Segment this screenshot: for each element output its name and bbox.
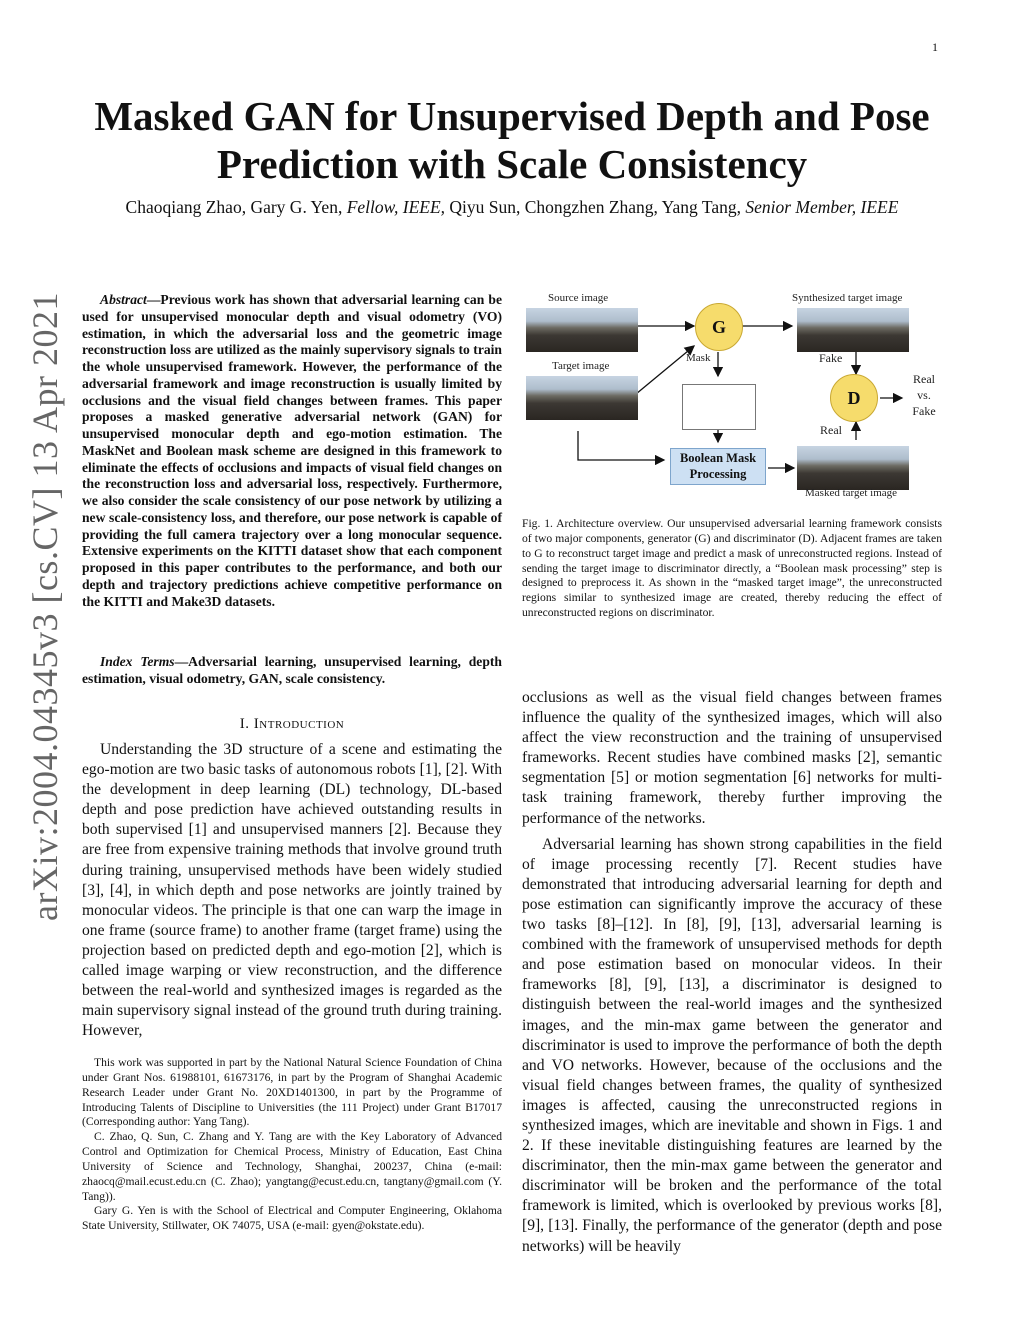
source-image-label: Source image <box>548 292 609 304</box>
abstract-text: Previous work has shown that adversarial learning can be used for unsupervised monocular depth and visual odometry (VO) estimation, in which the adversarial loss and the geometric image reconstruction loss are utilized as the mainly supervisory signals to train the whole unsupervised framework. However, the performance of the adversarial framework and image reconstruction is usually limited by occlusions and the visual field changes between frames. This paper proposes a masked generative adversarial network (GAN) for unsupervised monocular depth and ego-motion estimation. The MaskNet and Boolean mask scheme are designed in this framework to eliminate the effects of occlusions and impacts of visual field changes on the reconstruction loss and adversarial loss, respectively. Furthermore, we also consider the scale consistency of our pose network by utilizing a new scale-consistency loss, and therefore, our pose network is capable of providing the full camera trajectory over a long monocular sequence. Extensive experiments on the KITTI dataset show that each component proposed in this paper contributes to the performance, and both our depth and trajectory predictions achieve competitive performance on the KITTI and Make3D datasets. <box>82 292 502 609</box>
abstract: Abstract—Previous work has shown that adversarial learning can be used for unsupervised monocular depth and visual odometry (VO) estimation, in which the adversarial loss and the geometric image reconstruction loss are utilized as the mainly supervisory signals to train the whole unsupervised framework. However, the performance of the adversarial framework and image reconstruction is usually limited by occlusions and the visual field changes between frames. This paper proposes a masked generative adversarial network (GAN) for unsupervised monocular depth and ego-motion estimation. The MaskNet and Boolean mask scheme are designed in this framework to eliminate the effects of occlusions and impacts of visual field changes on the reconstruction loss and adversarial loss, respectively. Furthermore, we also consider the scale consistency of our pose network by utilizing a new scale-consistency loss, and therefore, our pose network is capable of providing the full camera trajectory over a long monocular sequence. Extensive experiments on the KITTI dataset show that each component proposed in this paper contributes to the performance, and both our depth and trajectory predictions achieve competitive performance on the KITTI and Make3D datasets. <box>82 292 502 609</box>
architecture-figure <box>522 288 942 506</box>
masked-target-image <box>797 446 909 490</box>
mask-image <box>682 384 756 430</box>
target-image <box>526 376 638 420</box>
footnotes <box>82 1056 502 1234</box>
footnote-funding: This work was supported in part by the National Natural Science Foundation of China under Grant Nos. 61988101, 61673176, in part by the Program of Shanghai Academic Research Leader under Grant No. 20XD1401300, in part by the Programme of Introducing Talents of Discipline to Universities (the 111 Project) under Grant B17017 (Corresponding author: Yang Tang). <box>82 1056 502 1129</box>
paper-title: Masked GAN for Unsupervised Depth and Pose Prediction with Scale Consistency <box>94 93 930 187</box>
synthesized-image <box>797 308 909 352</box>
abstract-label: Abstract <box>100 292 147 307</box>
index-terms-label: Index Terms <box>100 654 175 669</box>
page-number: 1 <box>932 40 938 54</box>
arrow-target-to-boolean <box>578 431 664 460</box>
masked-image-label: Masked target image <box>805 487 898 499</box>
mask-label: Mask <box>686 352 711 364</box>
index-terms: Index Terms—Adversarial learning, unsupervised learning, depth estimation, visual odometry, GAN, scale consistency. <box>82 654 502 686</box>
arxiv-identifier[interactable]: arXiv:2004.04345v3 [cs.CV] 13 Apr 2021 <box>25 292 65 921</box>
index-terms-text: Adversarial learning, unsupervised learning, depth estimation, visual odometry, GAN, scale consistency. <box>82 654 502 686</box>
boolean-label-line2: Processing <box>689 467 747 481</box>
right-paragraph-2: Adversarial learning has shown strong capabilities in the field of image processing recently [7]. Recent studies have demonstrated that introducing adversarial learning for depth and pose estimation can significantly improve the accuracy of these two tasks [8]–[12]. In [8], [9], [13], adversarial learning is combined with the framework of unsupervised methods for depth and pose estimation based on monocular videos. In their frameworks [8], [9], [13], a discriminator is designed to distinguish between the real-world images and the synthesized images, and the min-max game between the generator and discriminator is used to improve the performance of both the depth and VO networks. However, because of the occlusions and the visual field changes between frames, the quality of synthesized images is affected, causing the unreconstructed regions in synthesized images, which are inevitable and shown in Figs. 1 and 2. If these inevitable distinguishing features are learned by the discriminator, then the min-max game between the generator and discriminator will be broken and the performance of the total framework is limited, which is overlooked by previous works [8], [9], [13]. Finally, the performance of the generator (depth and pose networks) will be heavily <box>522 835 942 1255</box>
real-label: Real <box>820 423 842 437</box>
source-image <box>526 308 638 352</box>
discriminator-node: D <box>830 374 878 422</box>
intro-paragraph: Understanding the 3D structure of a scene and estimating the ego-motion are two basic tasks of autonomous robots [1], [2]. With the development in deep learning (DL) technology, DL-based depth and pose prediction have achieved outstanding results in both supervised [1] and unsupervised manners [2]. Because they are free from expensive training methods that involve ground truth during training, unsupervised methods have been widely studied [3], [4], in which depth and pose networks are jointly trained by monocular videos. The principle is that one can warp the image in one frame (source frame) to another frame (target frame) using the projection based on predicted depth and ego-motion [2], which is called image warping or view reconstruction, and the difference between the real-world and synthesized images is regarded as the main supervisory signal instead of the ground truth during training. However, <box>82 741 502 1040</box>
author-list: Chaoqiang Zhao, Gary G. Yen, Fellow, IEEE, Qiyu Sun, Chongzhen Zhang, Yang Tang, Senior Member, IEEE <box>125 197 899 217</box>
section-title: Introduction <box>253 716 345 732</box>
output-vs: vs. <box>917 388 931 402</box>
footnote-affiliation-2: Gary G. Yen is with the School of Electrical and Computer Engineering, Oklahoma State University, Stillwater, OK 74075, USA (e-mail: gyen@okstate.edu). <box>82 1204 502 1233</box>
right-column-text <box>522 688 942 1257</box>
generator-node: G <box>695 303 743 351</box>
boolean-label-line1: Boolean Mask <box>679 451 757 465</box>
footnote-affiliation-1: C. Zhao, Q. Sun, C. Zhang and Y. Tang are with the Key Laboratory of Advanced Control and Optimization for Chemical Process, Ministry of Education, East China University of Science and Technology, Shanghai, 200237, China (e-mail: zhaocq@mail.ecust.edu.cn (C. Zhao); yangtang@ecust.edu.cn, tangtany@gmail.com (Y. Tang)). <box>82 1130 502 1203</box>
output-fake: Fake <box>912 404 936 418</box>
right-paragraph-1: occlusions as well as the visual field changes between frames influence the quality of the synthesized images, which will also affect the view reconstruction and the training of unsupervised frameworks. Recent studies have combined masks [2], semantic segmentation [5] or motion segmentation [6] networks for multi-task training framework, thereby further improving the performance of the networks. <box>522 689 942 827</box>
synthesized-image-label: Synthesized target image <box>792 292 903 304</box>
real-vs-fake-output <box>904 371 944 419</box>
section-heading <box>82 716 502 733</box>
fake-label: Fake <box>819 351 843 365</box>
output-real: Real <box>913 372 935 386</box>
figure-caption: Fig. 1. Architecture overview. Our unsupervised adversarial learning framework consists of two major components, generator (G) and discriminator (D). Adjacent frames are taken to G to reconstruct target image and predict a mask of unreconstructed regions. Instead of sending the target image to discriminator directly, a “Boolean mask processing” step is designed to preprocess it. As shown in the “masked target image”, the unreconstructed regions similar to synthesized image are created, thereby reducing the effect of unreconstructed regions on discriminator. <box>522 517 942 620</box>
target-image-label: Target image <box>552 360 610 372</box>
boolean-mask-processing <box>670 448 766 485</box>
section-number: I. <box>239 716 250 732</box>
